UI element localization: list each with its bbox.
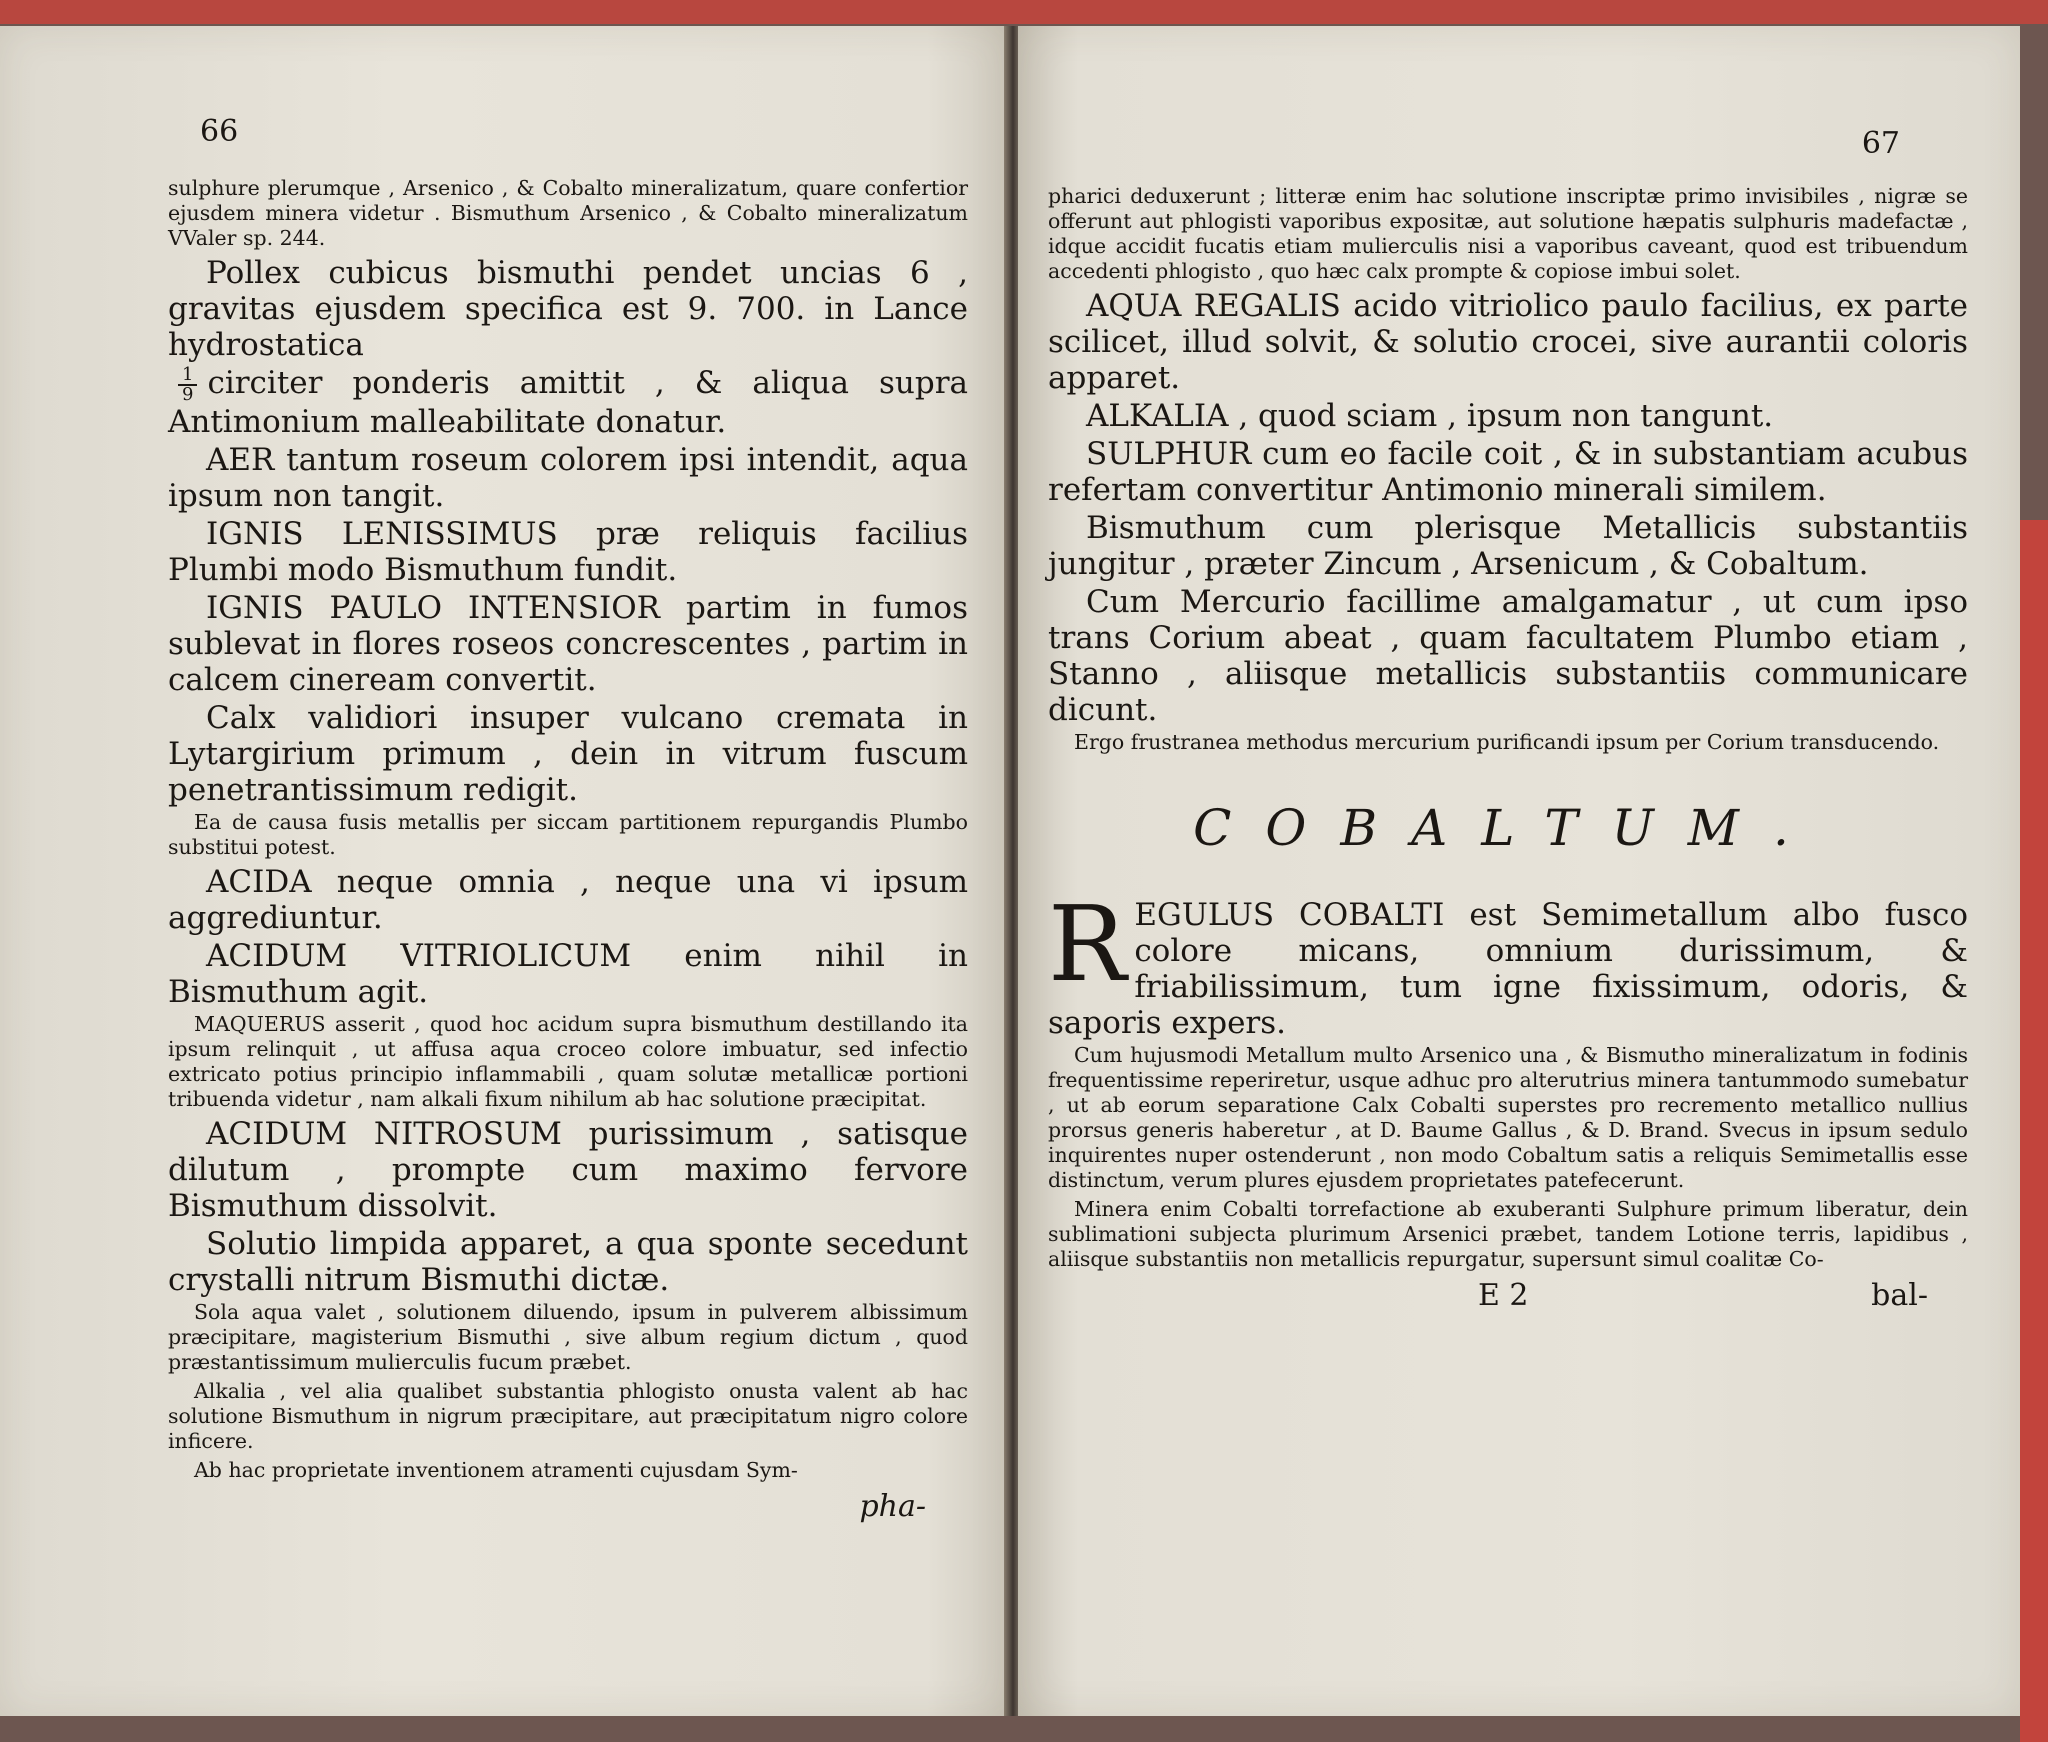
cover-edge	[2020, 520, 2048, 1742]
fraction-numerator: 1	[178, 366, 197, 386]
fraction-denominator: 9	[182, 383, 194, 405]
paragraph: Solutio limpida apparet, a qua sponte secedunt crystalli nitrum Bismuthi dictæ.	[168, 1225, 968, 1298]
paragraph: AQUA REGALIS acido vitriolico paulo facilius, ex parte scilicet, illud solvit, & solutio crocei, sive aurantii coloris apparet.	[1048, 288, 1968, 396]
page-number: 66	[200, 114, 239, 149]
paragraph: Bismuthum cum plerisque Metallicis substantiis jungitur , præter Zincum , Arsenicum , & Cobaltum.	[1048, 510, 1968, 582]
chapter-title: COBALTUM.	[1193, 799, 1823, 857]
paragraph: Cum Mercurio facillime amalgamatur , ut cum ipso trans Corium abeat , quam facultatem Plumbo etiam , Stanno , aliisque metallicis substantiis communicare dicunt.	[1048, 584, 1968, 728]
paragraph: pharici deduxerunt ; litteræ enim hac solutione inscriptæ primo invisibiles , nigræ se offerunt aut phlogisti vaporibus expositæ, aut solutione hæpatis sulphuris madefactæ , idque accidit fucatis etiam mulierculis nisi a vaporibus caveant, quod est tribuendum accedenti phlogisto , quo hæc calx prompte & copiose imbui solet.	[1048, 184, 1968, 283]
paragraph: Pollex cubicus bismuthi pendet uncias 6 , gravitas ejusdem specifica est 9. 700. in Lance hydrostatica	[168, 255, 968, 363]
left-page	[0, 26, 1008, 1716]
paragraph: ALKALIA , quod sciam , ipsum non tangunt.	[1086, 398, 1774, 434]
paragraph-with-fraction	[168, 365, 968, 440]
paragraph: ACIDA neque omnia , neque una vi ipsum aggrediuntur.	[168, 863, 968, 936]
paragraph: AER tantum roseum colorem ipsi intendit, aqua ipsum non tangit.	[168, 441, 968, 514]
drop-cap: R	[1048, 883, 1127, 1005]
paragraph: MAQUERUS asserit , quod hoc acidum supra bismuthum destillando ita ipsum relinquit , ut affusa aqua croceo colore imbuatur, sed infectio extricato potius principio inflammabili , quam solutæ metallicæ portioni tribuenda videtur , nam alkali fixum nihilum ab hac solutione præcipitat.	[168, 1011, 968, 1111]
text-column	[168, 176, 968, 1535]
fraction	[178, 363, 197, 405]
catchword: bal-	[1871, 1278, 1928, 1313]
paragraph: Alkalia , vel alia qualibet substantia phlogisto onusta valent ab hac solutione Bismuthum in nigrum præcipitare, aut præcipitatum nigro colore inficere.	[168, 1378, 968, 1453]
paragraph: IGNIS LENISSIMUS præ reliquis facilius Plumbi modo Bismuthum fundit.	[168, 515, 968, 588]
signature-mark: E 2	[1478, 1278, 1529, 1313]
paragraph: IGNIS PAULO INTENSIOR partim in fumos sublevat in flores roseos concrescentes , partim in calcem cineream convertit.	[168, 589, 968, 698]
paragraph: ACIDUM NITROSUM purissimum , satisque dilutum , prompte cum maximo fervore Bismuthum dissolvit.	[168, 1115, 968, 1224]
page-number: 67	[1861, 126, 1900, 161]
paragraph: Ea de causa fusis metallis per siccam partitionem repurgandis Plumbo substitui potest.	[168, 809, 968, 859]
paragraph: sulphure plerumque , Arsenico , & Cobalto mineralizatum, quare confertior ejusdem minera videtur . Bismuthum Arsenico , & Cobalto mineralizatum VValer sp. 244.	[168, 176, 968, 250]
catchword-line	[168, 1489, 968, 1535]
paragraph: Ab hac proprietate inventionem atramenti cujusdam Sym-	[194, 1457, 798, 1482]
paragraph: Ergo frustranea methodus mercurium purificandi ipsum per Corium transducendo.	[1074, 730, 1940, 754]
paragraph: SULPHUR cum eo facile coit , & in substantiam acubus refertam convertitur Antimonio minerali similem.	[1048, 436, 1968, 508]
paragraph-text: circiter ponderis amittit , & aliqua supra Antimonium malleabilitate donatur.	[168, 365, 968, 440]
right-page	[1018, 26, 2020, 1716]
catchword: pha-	[859, 1488, 926, 1524]
catchword-line	[1048, 1278, 1968, 1324]
paragraph: ACIDUM VITRIOLICUM enim nihil in Bismuthum agit.	[168, 937, 968, 1010]
paragraph: Cum hujusmodi Metallum multo Arsenico una , & Bismutho mineralizatum in fodinis frequentissime reperiretur, usque adhuc pro alterutrius minera tantummodo sumebatur , ut ab eorum separatione Calx Cobalti superstes pro recremento metallico nullius prorsus generis haberetur , at D. Baume Gallus , & D. Brand. Svecus in ipsum sedulo inquirentes nuper ostenderunt , non modo Cobaltum satis a reliquis Semimetallis esse distinctum, verum plures ejusdem proprietates patefecerunt.	[1048, 1043, 1968, 1192]
paragraph: Sola aqua valet , solutionem diluendo, ipsum in pulverem albissimum præcipitare, magisterium Bismuthi , sive album regium dictum , quod præstantissimum mulierculis fucum præbet.	[168, 1299, 968, 1374]
intro-text: EGULUS COBALTI est Semimetallum albo fusco colore micans, omnium durissimum, & friabilissimum, tum igne fixissimum, odoris, & saporis expers.	[1048, 897, 1968, 1041]
paragraph: Minera enim Cobalti torrefactione ab exuberanti Sulphure primum liberatur, dein sublimationi subjecta plurimum Arsenici præbet, tandem Lotione terris, lapidibus , aliisque substantiis non metallicis repurgatur, supersunt simul coalitæ Co-	[1048, 1197, 1968, 1271]
paragraph: Calx validiori insuper vulcano cremata in Lytargirium primum , dein in vitrum fuscum penetrantissimum redigit.	[168, 699, 968, 808]
intro-paragraph	[1048, 883, 1968, 1041]
text-column	[1048, 184, 1968, 1324]
